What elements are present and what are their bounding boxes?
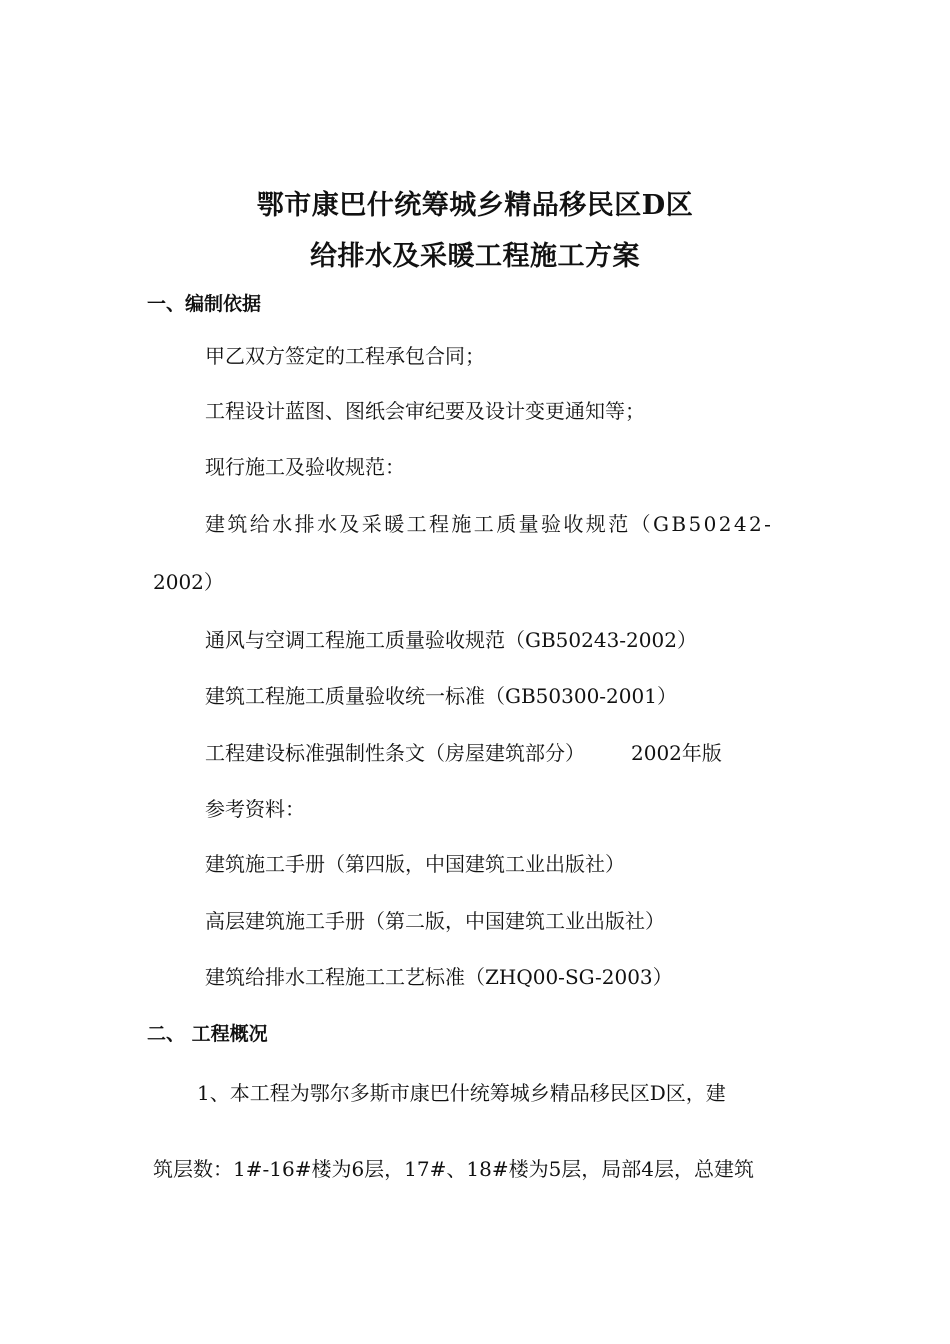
basis-item-process-standard: 建筑给排水工程施工工艺标准（ZHQ00-SG-2003） [205,965,673,989]
basis-item-gb50300: 建筑工程施工质量验收统一标准（GB50300-2001） [205,684,677,708]
document-title-line-1: 鄂市康巴什统筹城乡精品移民区D区 [256,190,694,221]
section-heading-basis: 一、编制依据 [147,293,262,315]
document-title-line-2: 给排水及采暖工程施工方案 [310,241,640,272]
basis-item-gb50242-continued: 2002） [153,570,224,594]
basis-item-highrise-handbook: 高层建筑施工手册（第二版，中国建筑工业出版社） [205,909,665,933]
mandatory-provisions-edition: 2002年版 [631,741,722,765]
overview-paragraph-line-2: 筑层数：1#-16#楼为6层，17#、18#楼为5层，局部4层，总建筑 [153,1157,755,1181]
basis-item-references-label: 参考资料： [205,797,305,821]
basis-item-gb50243: 通风与空调工程施工质量验收规范（GB50243-2002） [205,628,697,652]
basis-item-mandatory-provisions [205,737,722,766]
section-heading-overview: 二、 工程概况 [147,1023,268,1045]
basis-item-contract: 甲乙双方签定的工程承包合同； [205,344,485,368]
mandatory-provisions-title: 工程建设标准强制性条文（房屋建筑部分） [205,741,585,765]
overview-paragraph-line-1: 1、本工程为鄂尔多斯市康巴什统筹城乡精品移民区D区，建 [197,1081,726,1105]
basis-item-specs-label: 现行施工及验收规范： [205,455,405,479]
basis-item-construction-handbook: 建筑施工手册（第四版，中国建筑工业出版社） [205,852,625,876]
basis-item-drawings: 工程设计蓝图、图纸会审纪要及设计变更通知等； [205,399,645,423]
basis-item-gb50242: 建筑给水排水及采暖工程施工质量验收规范（GB50242- [205,512,774,536]
